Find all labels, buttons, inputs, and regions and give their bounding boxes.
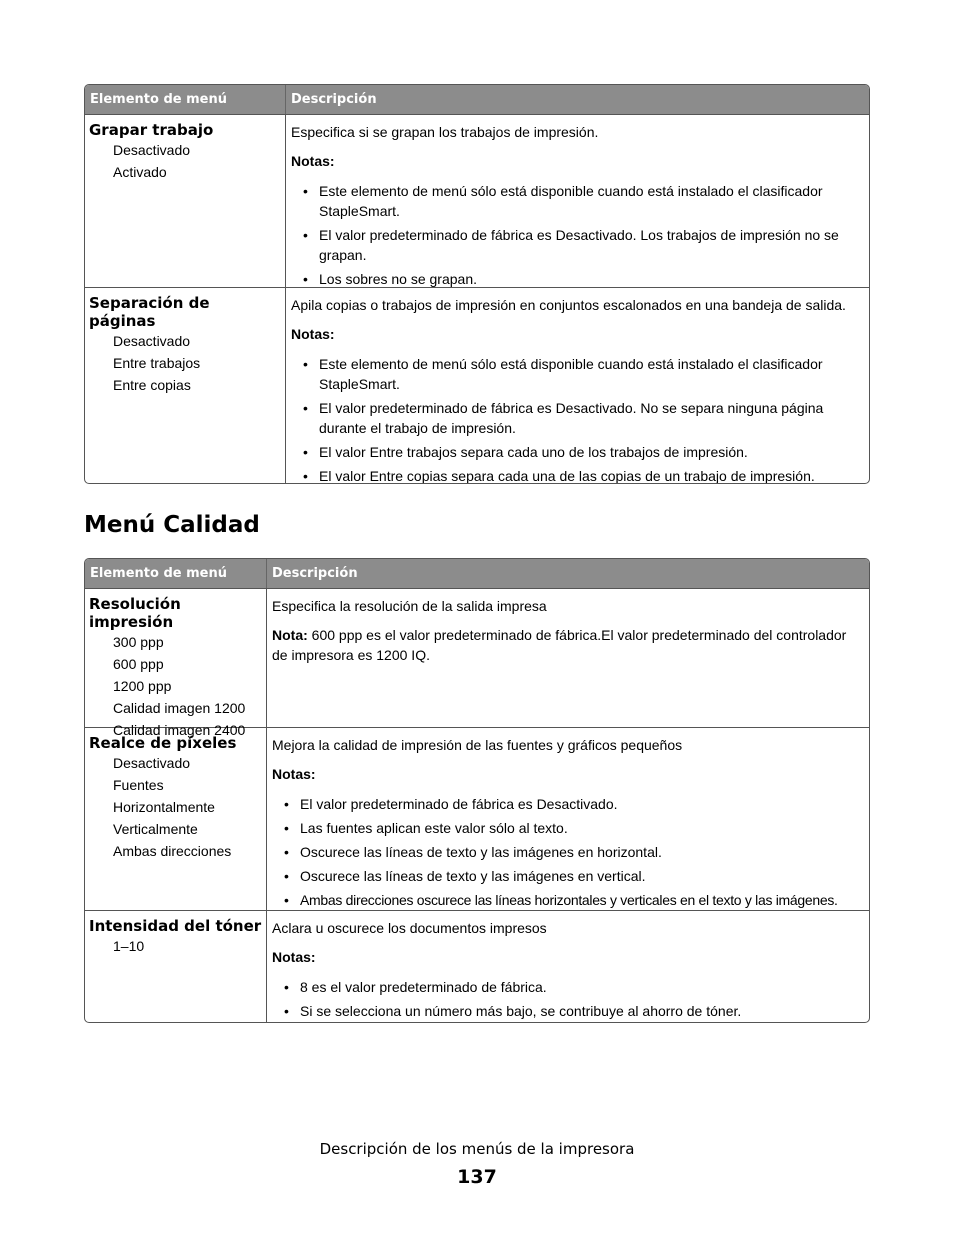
option: Desactivado	[113, 755, 191, 771]
option: Entre trabajos	[113, 355, 201, 371]
description-cell	[286, 288, 869, 483]
notes-list	[272, 794, 865, 910]
option: Desactivado	[113, 333, 191, 349]
note-item: • Ambas direcciones oscurece las líneas horizontales y verticales en el texto y las imágenes.	[272, 890, 865, 910]
page-number: 137	[457, 1166, 497, 1188]
note-item: • El valor predeterminado de fábrica es Desactivado.	[272, 794, 865, 814]
option: Activado	[113, 164, 167, 180]
menu-table-2	[84, 558, 870, 1023]
description: Aclara u oscurece los documentos impresos	[272, 920, 547, 936]
header-menu-item: Elemento de menú	[85, 85, 286, 114]
table-row	[85, 288, 869, 483]
notes-list	[291, 354, 865, 484]
option: 1200 ppp	[113, 678, 172, 694]
section-title: Menú Calidad	[84, 512, 260, 538]
note-label: Nota:	[272, 627, 308, 643]
menu-item-cell	[85, 589, 267, 738]
header-description: Descripción	[272, 566, 358, 581]
notes-label: Notas:	[272, 766, 316, 782]
option: Calidad imagen 1200	[113, 700, 246, 716]
notes-label: Notas:	[291, 153, 335, 169]
description-cell	[286, 115, 869, 287]
option: Desactivado	[113, 142, 191, 158]
menu-item-title: Intensidad del tóner	[89, 917, 262, 935]
header-description: Descripción	[291, 92, 377, 107]
note-item: • Este elemento de menú sólo está disponible cuando está instalado el clasificador StapleSmart.	[291, 181, 865, 221]
table-row	[85, 911, 869, 1022]
notes-label: Notas:	[291, 326, 335, 342]
table-header	[85, 559, 869, 589]
notes-label: Notas:	[272, 949, 316, 965]
menu-item-title: Resolución impresión	[89, 595, 181, 631]
table-header	[85, 85, 869, 115]
description-cell	[267, 589, 869, 727]
description: Apila copias o trabajos de impresión en conjuntos escalonados en una bandeja de salida.	[291, 297, 846, 313]
note-item: • El valor predeterminado de fábrica es Desactivado. No se separa ninguna página durante el trabajo de impresión.	[291, 398, 865, 438]
header-menu-item: Elemento de menú	[85, 559, 267, 588]
menu-item-title: Separación de páginas	[89, 294, 210, 330]
menu-item-title: Realce de píxeles	[89, 734, 237, 752]
note-item: • El valor predeterminado de fábrica es Desactivado. Los trabajos de impresión no se grapan.	[291, 225, 865, 265]
table-row	[85, 115, 869, 288]
table-row	[85, 589, 869, 738]
note-item: • Si se selecciona un número más bajo, se contribuye al ahorro de tóner.	[272, 1001, 865, 1021]
option: Horizontalmente	[113, 799, 215, 815]
notes-list	[291, 181, 865, 289]
note-item: • El valor Entre copias separa cada una de las copias de un trabajo de impresión.	[291, 466, 865, 484]
option: 300 ppp	[113, 634, 164, 650]
option: Verticalmente	[113, 821, 198, 837]
note-text: 600 ppp es el valor predeterminado de fábrica.El valor predeterminado del controlador de impresora es 1200 IQ.	[272, 627, 847, 663]
description: Especifica la resolución de la salida impresa	[272, 598, 547, 614]
note	[272, 625, 865, 665]
description: Especifica si se grapan los trabajos de impresión.	[291, 124, 599, 140]
note-item: • Los sobres no se grapan.	[291, 269, 865, 289]
description-cell	[267, 728, 869, 910]
menu-item-cell	[85, 288, 286, 483]
menu-item-cell	[85, 911, 267, 1022]
option: 1–10	[113, 938, 145, 954]
table-row	[85, 728, 869, 911]
option: Entre copias	[113, 377, 191, 393]
option: 600 ppp	[113, 656, 164, 672]
description: Mejora la calidad de impresión de las fuentes y gráficos pequeños	[272, 737, 683, 753]
menu-item-cell	[85, 115, 286, 287]
note-item: • Este elemento de menú sólo está disponible cuando está instalado el clasificador StapleSmart.	[291, 354, 865, 394]
note-item: • Oscurece las líneas de texto y las imágenes en horizontal.	[272, 842, 865, 862]
description-cell	[267, 911, 869, 1022]
menu-item-title: Grapar trabajo	[89, 121, 214, 139]
option: Fuentes	[113, 777, 164, 793]
option: Calidad imagen 2400	[113, 722, 246, 738]
footer-chapter-title: Descripción de los menús de la impresora	[319, 1140, 635, 1158]
note-item: • Oscurece las líneas de texto y las imágenes en vertical.	[272, 866, 865, 886]
menu-item-cell	[85, 728, 267, 910]
note-item: • El valor Entre trabajos separa cada uno de los trabajos de impresión.	[291, 442, 865, 462]
notes-list	[272, 977, 865, 1021]
note-item: • 8 es el valor predeterminado de fábrica.	[272, 977, 865, 997]
note-item: • Las fuentes aplican este valor sólo al texto.	[272, 818, 865, 838]
menu-table-1	[84, 84, 870, 484]
option: Ambas direcciones	[113, 843, 232, 859]
